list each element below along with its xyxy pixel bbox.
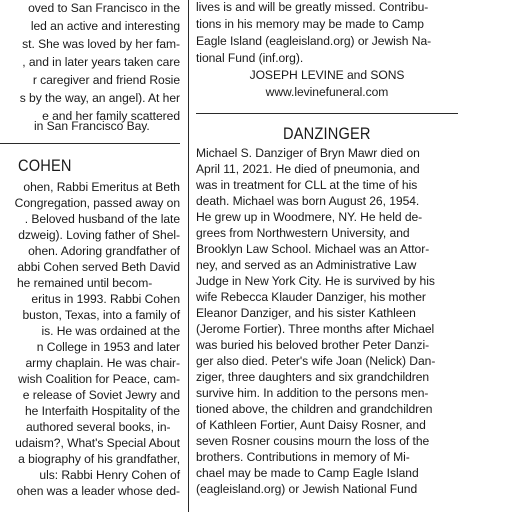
text-line: abbi Cohen served Beth David <box>17 260 180 274</box>
text-line: is. He was ordained at the <box>41 324 180 338</box>
text-line: uls: Rabbi Henry Cohen of <box>39 468 180 482</box>
text-line: (eagleisland.org) or Jewish National Fund <box>196 482 418 496</box>
text-line: ney, and served as an Administrative Law <box>196 258 417 272</box>
text-line: He grew up in Woodmere, NY. He held de- <box>196 210 423 224</box>
text-line: he remained until becom- <box>17 276 153 290</box>
text-line: udaism?, What's Special About <box>15 436 180 450</box>
text-line: Brooklyn Law School. Michael was an Attor- <box>196 242 430 256</box>
text-line: chael may be made to Camp Eagle Island <box>196 466 419 480</box>
text-line: ohen, Rabbi Emeritus at Beth <box>23 180 180 194</box>
text-line: (Jerome Fortier). Three months after Michael <box>196 322 435 336</box>
text-line: Michael S. Danziger of Bryn Mawr died on <box>196 146 420 160</box>
text-line: n College in 1953 and later <box>36 340 180 354</box>
text-line: e release of Soviet Jewry and <box>22 388 180 402</box>
text-line: e and her family scattered <box>42 109 180 123</box>
text-line: authored several books, in- <box>26 420 171 434</box>
text-line: , and in later years taken care <box>22 55 180 69</box>
text-line: he Interfaith Hospitality of the <box>24 404 180 418</box>
text-line: April 11, 2021. He died of pneumonia, and <box>196 162 420 176</box>
text-line: . Beloved husband of the late <box>24 212 180 226</box>
text-line: s by the way, an angel). At her <box>19 91 180 105</box>
text-line: buston, Texas, into a family of <box>22 308 180 322</box>
funeral-home-website: www.levinefuneral.com <box>265 85 389 99</box>
text-line: Eagle Island (eagleisland.org) or Jewish Na- <box>196 34 432 48</box>
text-line: tional Fund (inf.org). <box>196 51 304 65</box>
funeral-home-name: JOSEPH LEVINE and SONS <box>249 68 405 82</box>
text-line: survive him. In addition to the persons men- <box>196 386 429 400</box>
text-line: a biography of his grandfather, <box>18 452 180 466</box>
text-line: ohen was a leader whose ded- <box>16 484 180 498</box>
text-line: was buried his beloved brother Peter Danzi- <box>196 338 430 352</box>
text-line: oved to San Francisco in the <box>28 1 180 15</box>
text-line: ohen. Adoring grandfather of <box>28 244 180 258</box>
text-line: ziger, three daughters and six grandchildren <box>196 370 430 384</box>
text-line: wish Coalition for Peace, cam- <box>18 372 180 386</box>
text-line: army chaplain. He was chair- <box>25 356 180 370</box>
text-line: st. She was loved by her fam- <box>22 37 180 51</box>
text-line: eritus in 1993. Rabbi Cohen <box>31 292 180 306</box>
text-line: Congregation, passed away on <box>14 196 180 210</box>
text-line: death. Michael was born August 26, 1954. <box>196 194 420 208</box>
text-line: tioned above, the children and grandchildren <box>196 402 433 416</box>
obituary-heading-cohen: COHEN <box>18 156 72 175</box>
text-line: was in treatment for CLL at the time of his <box>196 178 418 192</box>
text-line: Judge in New York City. He is survived by his <box>196 274 435 288</box>
column-divider <box>188 0 189 512</box>
text-line: dzweig). Loving father of Shel- <box>18 228 180 242</box>
text-line: in San Francisco Bay. <box>34 119 150 133</box>
text-line: of Kathleen Fortier, Aunt Daisy Rosner, and <box>196 418 426 432</box>
section-divider <box>0 143 180 144</box>
text-line: wife Rebecca Klauder Danziger, his mother <box>196 290 426 304</box>
text-line: r caregiver and friend Rosie <box>32 73 180 87</box>
text-line: tions in his memory may be made to Camp <box>196 17 424 31</box>
obituary-heading-danzinger: DANZINGER <box>283 124 371 143</box>
text-line: brothers. Contributions in memory of Mi- <box>196 450 410 464</box>
text-line: seven Rosner cousins mourn the loss of the <box>196 434 430 448</box>
text-line: lives is and will be greatly missed. Contribu- <box>196 0 429 14</box>
text-line: ger also died. Peter's wife Joan (Nelick) Dan- <box>196 354 436 368</box>
text-line: Eleanor Danziger, and his sister Kathleen <box>196 306 416 320</box>
section-divider <box>196 113 458 114</box>
text-line: led an active and interesting <box>30 19 180 33</box>
text-line: grees from Northwestern University, and <box>196 226 410 240</box>
